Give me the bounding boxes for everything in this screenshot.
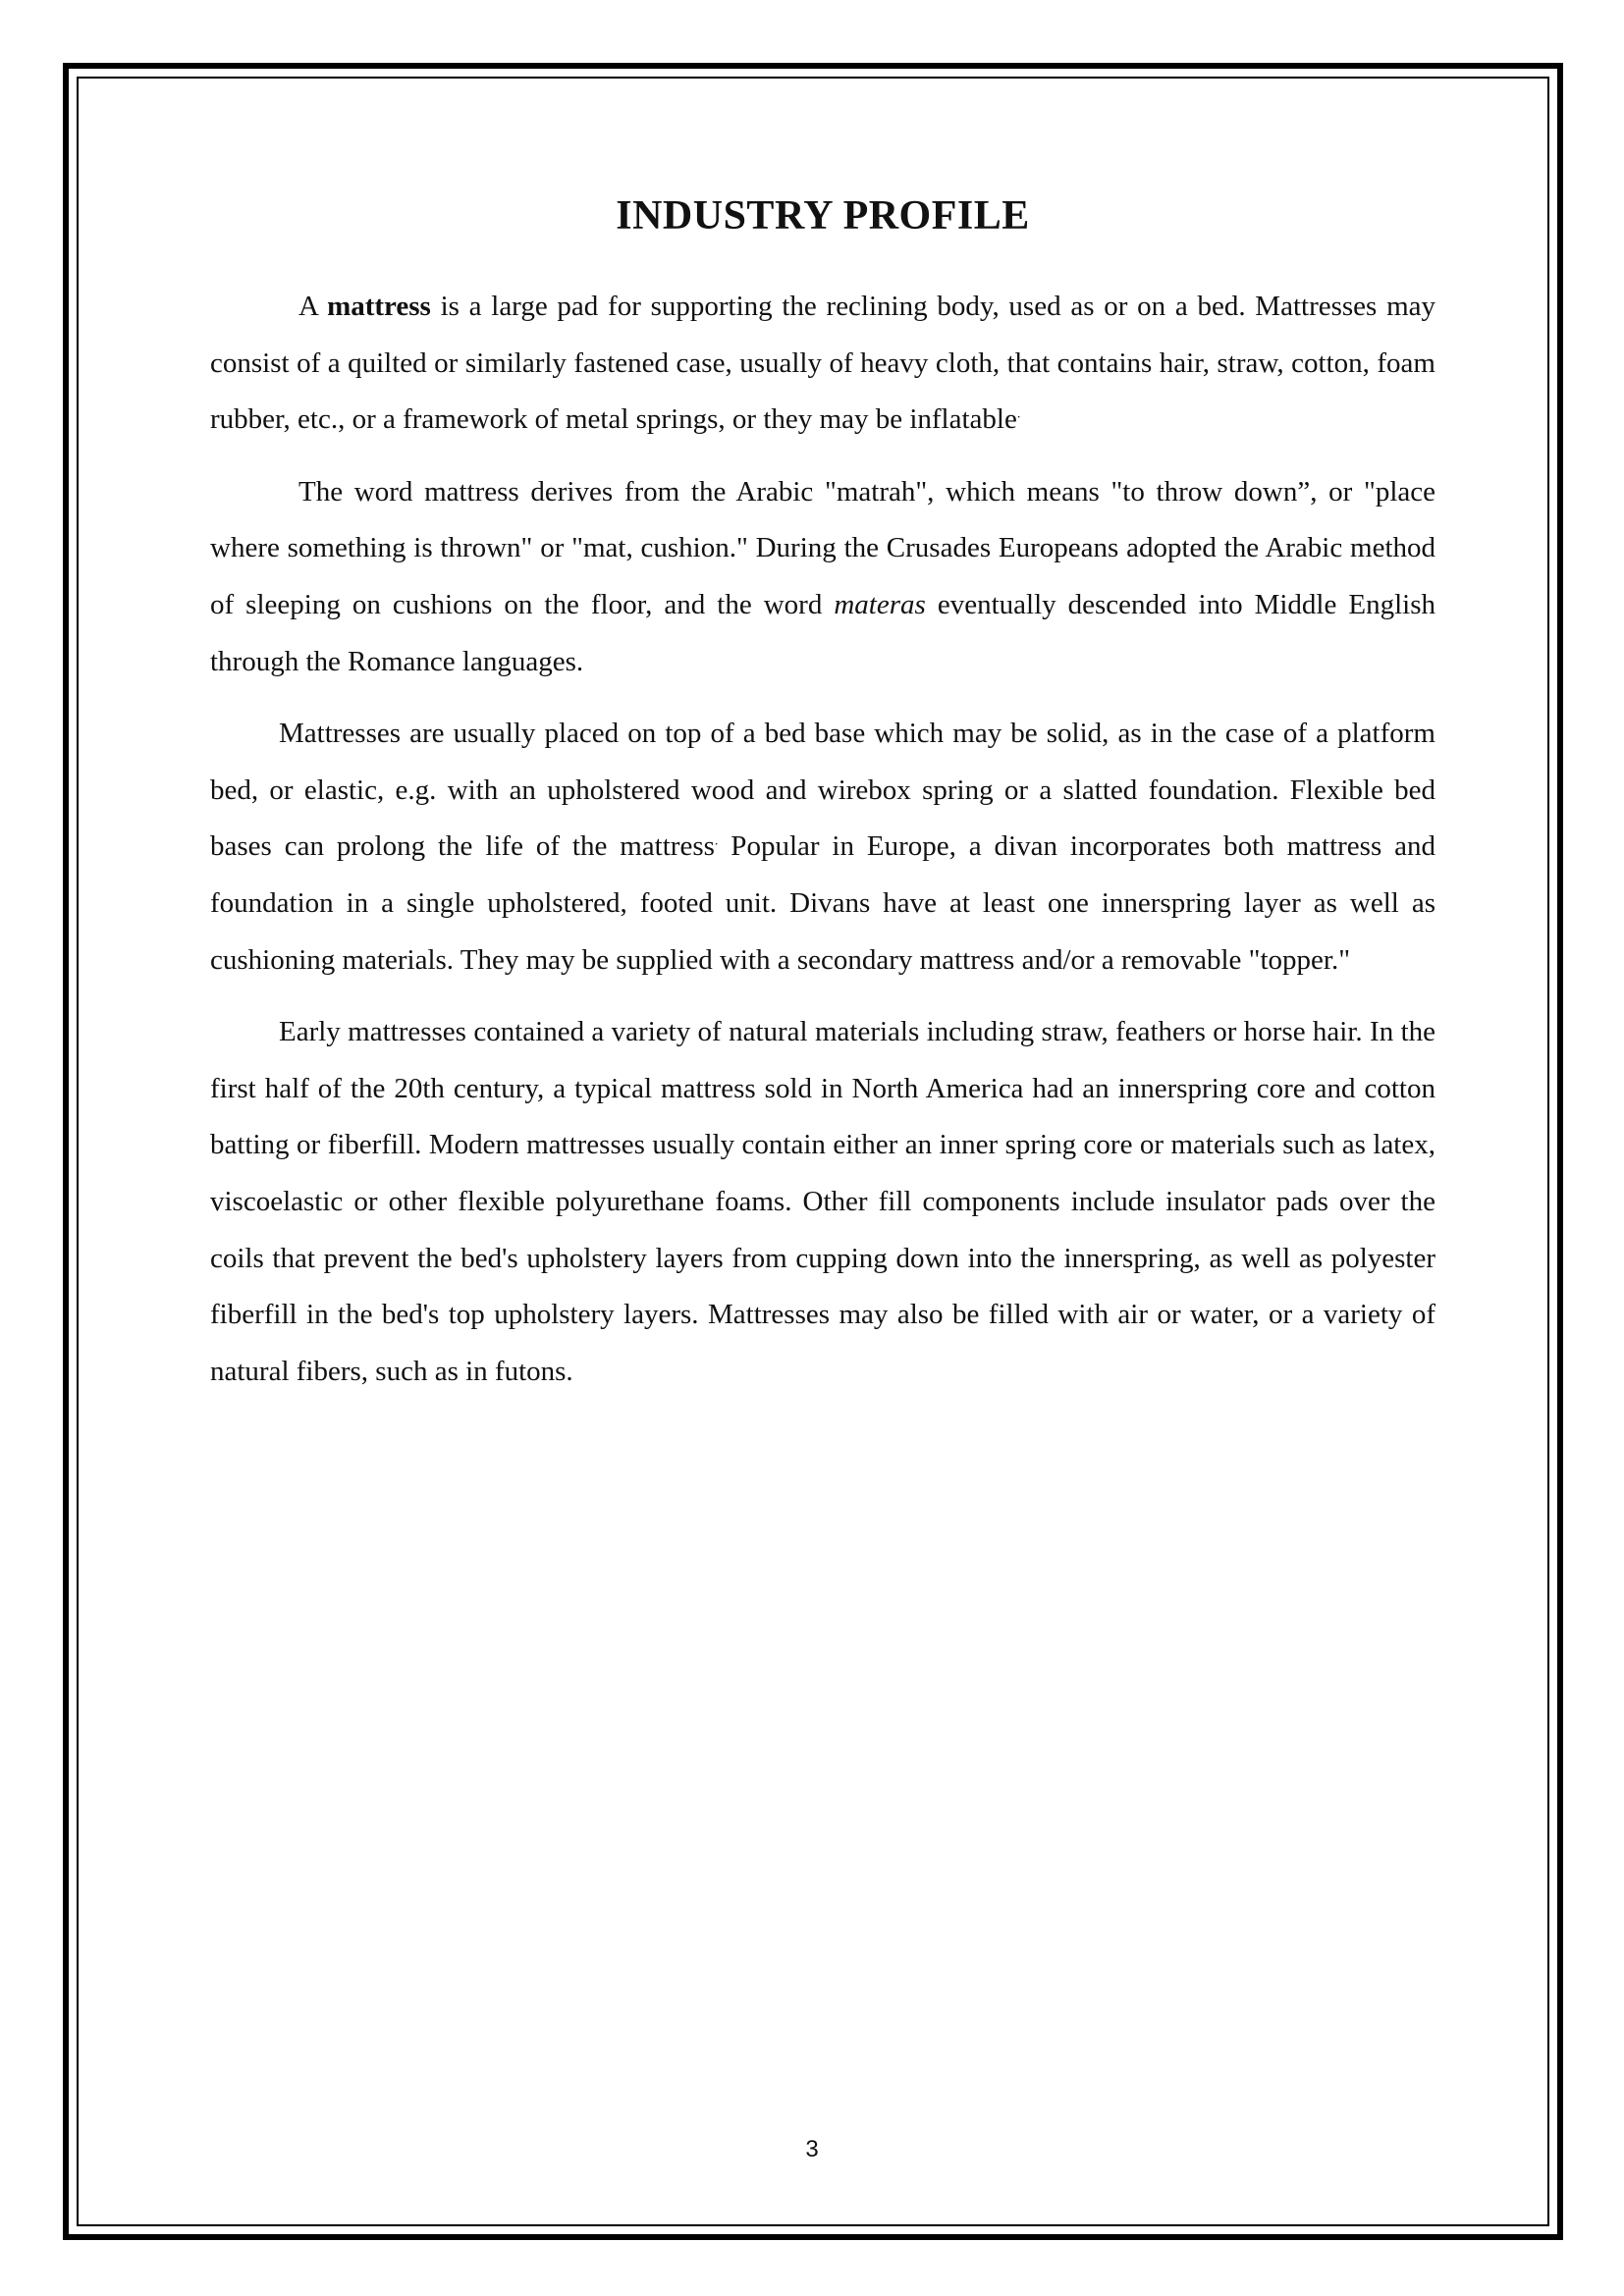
- italic-term-materas: materas: [834, 588, 926, 620]
- paragraph-text: A: [298, 291, 328, 322]
- page-number: 3: [805, 2136, 819, 2163]
- page-title: INDUSTRY PROFILE: [616, 193, 1030, 239]
- paragraph-bed-base: [210, 706, 1435, 988]
- superscript-dot: .: [714, 833, 719, 849]
- paragraph-etymology: [210, 464, 1435, 690]
- paragraph-text: Mattresses are usually placed on top of a bed base which may be solid, as in the case of a platform bed, or elastic, e.g. with an upholstered wood and wirebox spring or a slatted foundation. Flexible bed bases can prolong the life of the mattress: [210, 718, 1435, 863]
- paragraph-text: eventually descended into Middle English through the Romance languages.: [210, 588, 1436, 677]
- paragraph-materials: Early mattresses contained a variety of natural materials including straw, feathers or horse hair. In the first half of the 20th century, a typical mattress sold in North America had an innerspring core and cotton batting or fiberfill. Modern mattresses usually contain either an inner spring core or materials such as latex, viscoelastic or other flexible polyurethane foams. Other fill components include insulator pads over the coils that prevent the bed's upholstery layers from cupping down into the innerspring, as well as polyester fiberfill in the bed's top upholstery layers. Mattresses may also be filled with air or water, or a variety of natural fibers, such as in futons.: [210, 1016, 1435, 1387]
- superscript-dot: .: [1016, 406, 1021, 422]
- paragraph-text: Popular in Europe, a divan incorporates both mattress and foundation in a single upholstered, footed unit. Divans have at least one innerspring layer as well as cushioning materials. They may be supplied with a secondary mattress and/or a removable "topper.": [210, 830, 1436, 976]
- bold-term-mattress: mattress: [327, 291, 431, 322]
- paragraph-mattress-definition: [210, 279, 1435, 449]
- paragraph-text: is a large pad for supporting the reclining body, used as or on a bed. Mattresses may consist of a quilted or similarly fastened case, usually of heavy cloth, that contains hair, straw, cotton, foam rubber, etc., or a framework of metal springs, or they may be inflatable: [210, 291, 1435, 436]
- paragraph-text: The word mattress derives from the Arabic "matrah", which means "to throw down”, or "place where something is thrown" or "mat, cushion." During the Crusades Europeans adopted the Arabic method of sleeping on cushions on the floor, and the word: [210, 475, 1435, 620]
- document-body: [210, 192, 1435, 1415]
